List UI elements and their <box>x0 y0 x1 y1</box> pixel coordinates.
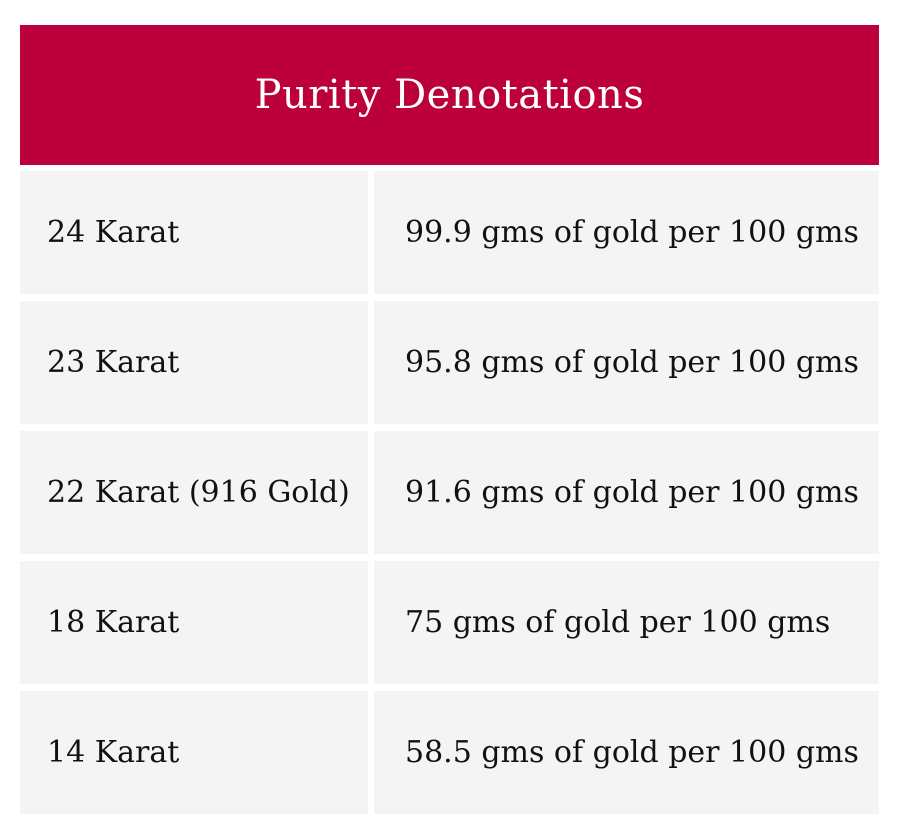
karat-cell: 22 Karat (916 Gold) <box>20 431 368 554</box>
table-body <box>20 171 879 814</box>
purity-cell: 99.9 gms of gold per 100 gms <box>374 171 879 294</box>
table-row <box>20 301 879 424</box>
table-row <box>20 691 879 814</box>
table-row <box>20 431 879 554</box>
purity-cell: 95.8 gms of gold per 100 gms <box>374 301 879 424</box>
table-row <box>20 171 879 294</box>
karat-cell: 18 Karat <box>20 561 368 684</box>
purity-cell: 75 gms of gold per 100 gms <box>374 561 879 684</box>
table-header <box>20 25 879 165</box>
karat-cell: 24 Karat <box>20 171 368 294</box>
purity-cell: 58.5 gms of gold per 100 gms <box>374 691 879 814</box>
karat-cell: 14 Karat <box>20 691 368 814</box>
purity-cell: 91.6 gms of gold per 100 gms <box>374 431 879 554</box>
purity-table <box>20 25 879 814</box>
table-row <box>20 561 879 684</box>
karat-cell: 23 Karat <box>20 301 368 424</box>
table-title: Purity Denotations <box>254 72 645 118</box>
